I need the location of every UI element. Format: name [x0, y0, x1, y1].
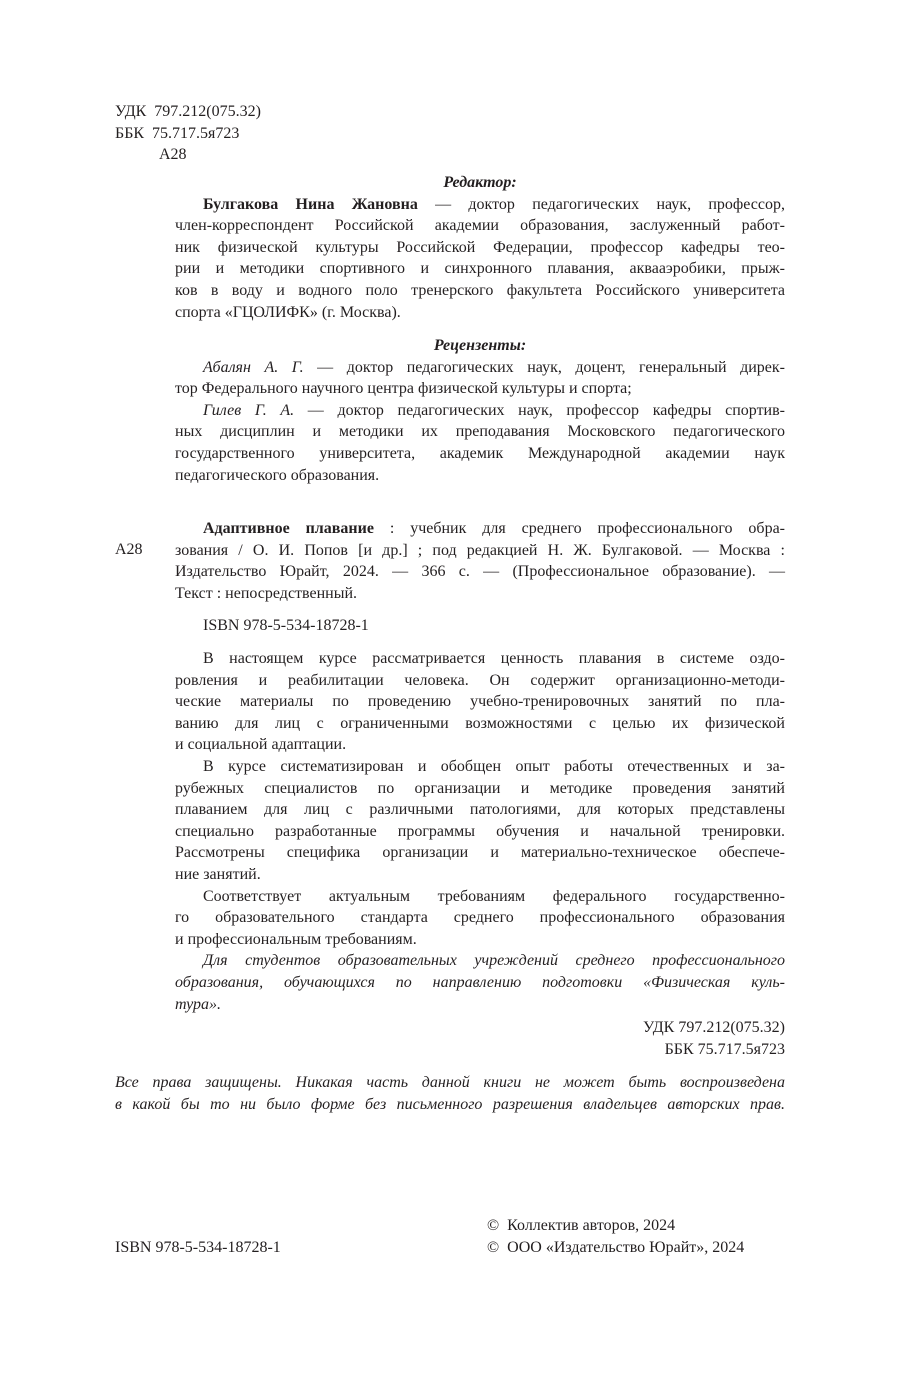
bibliography-line: : учебник для среднего профессионального обра-	[373, 520, 785, 537]
editor-line: ков в воду и водного поло тренерского факультета Российского университета	[175, 281, 785, 299]
reviewer-name: Гилев Г. А.	[203, 401, 295, 419]
footer-udk: УДК 797.212(075.32)	[643, 1019, 785, 1036]
bibliography-line: зования / О. И. Попов [и др.] ; под редакцией Н. Ж. Булгаковой. — Москва :	[175, 541, 785, 559]
abstract-line: ческие материалы по проведению учебно-тренировочных занятий по пла-	[175, 693, 785, 711]
reviewer-line: государственного университета, академик Международной академии наук	[175, 444, 785, 462]
reviewers-heading: Рецензенты:	[433, 337, 527, 354]
abstract-line: Соответствует актуальным требованиям федерального государственно-	[203, 887, 785, 905]
abstract-line: плаванием для лиц с различными патологиями, для которых представлены	[175, 801, 785, 819]
abstract-line: и социальной адаптации.	[175, 736, 347, 754]
bibliography-line: Издательство Юрайт, 2024. — 366 с. — (Профессиональное образование). —	[175, 563, 785, 581]
book-title: Адаптивное плавание	[203, 520, 374, 537]
footer-codes	[643, 1017, 785, 1060]
reviewer-line: педагогического образования.	[175, 466, 380, 484]
editor-name: Булгакова Нина Жановна	[203, 195, 418, 213]
abstract-line: рубежных специалистов по организации и методике проведения занятий	[175, 779, 785, 797]
footer-bbk: ББК 75.717.5я723	[664, 1040, 785, 1058]
udk-value: 797.212(075.32)	[154, 103, 261, 120]
abstract-line: ванию для лиц с ограниченными возможностями с целью их физической	[175, 714, 785, 732]
abstract-line: В настоящем курсе рассматривается ценность плавания в системе оздо-	[203, 650, 785, 667]
copyright-publisher: © ООО «Издательство Юрайт», 2024	[487, 1238, 745, 1256]
editor-line: — доктор педагогических наук, профессор,	[417, 195, 785, 213]
reviewers-section	[175, 335, 785, 486]
classification-codes	[115, 101, 261, 166]
rights-notice	[115, 1072, 785, 1115]
editor-line: член-корреспондент Российской академии образования, заслуженный работ-	[175, 217, 785, 235]
reviewer-line: — доктор педагогических наук, доцент, генеральный дирек-	[303, 358, 785, 376]
bottom-isbn: ISBN 978-5-534-18728-1	[115, 1239, 281, 1256]
editor-line: рии и методики спортивного и синхронного плавания, аквааэробики, прыж-	[175, 260, 785, 278]
abstract-line: В курсе систематизирован и обобщен опыт работы отечественных и за-	[203, 757, 785, 775]
copyright-block	[487, 1215, 744, 1258]
isbn: ISBN 978-5-534-18728-1	[203, 617, 369, 635]
editor-heading: Редактор:	[443, 174, 517, 191]
bibliography-line: Текст : непосредственный.	[175, 584, 358, 602]
abstract-line: и профессиональным требованиям.	[175, 930, 417, 948]
abstract-line: ние занятий.	[175, 865, 261, 883]
bibliographic-record	[175, 518, 785, 637]
reviewer-name: Абалян А. Г.	[203, 358, 304, 376]
abstract-line: специально разработанные программы обучения и начальной тренировки.	[175, 822, 785, 840]
rights-line: в какой бы то ни было форме без письменного разрешения владельцев авторских прав.	[115, 1095, 785, 1113]
audience-line: Для студентов образовательных учреждений среднего профессионального	[203, 952, 785, 970]
reviewer-line: тор Федерального научного центра физической культуры и спорта;	[175, 380, 632, 398]
editor-line: спорта «ГЦОЛИФК» (г. Москва).	[175, 303, 401, 321]
abstract-line: Рассмотрены специфика организации и материально-техническое обеспече-	[175, 844, 785, 862]
reviewer-line: — доктор педагогических наук, профессор кафедры спортив-	[294, 401, 786, 419]
copyright-authors: © Коллектив авторов, 2024	[487, 1217, 676, 1234]
reviewer-line: ных дисциплин и методики их преподавания Московского педагогического	[175, 423, 785, 441]
abstract-line: го образовательного стандарта среднего профессионального образования	[175, 909, 785, 927]
rights-line: Все права защищены. Никакая часть данной книги не может быть воспроизведена	[115, 1074, 785, 1091]
abstract-line: ровления и реабилитации человека. Он содержит организационно-методи-	[175, 671, 785, 689]
bbk-value: 75.717.5я723	[152, 124, 240, 142]
bibliography-author-mark: А28	[115, 541, 143, 558]
audience-line: образования, обучающихся по направлению подготовки «Физическая куль-	[175, 973, 785, 991]
author-mark: А28	[159, 146, 187, 164]
editor-line: ник физической культуры Российской Федерации, профессор кафедры тео-	[175, 238, 785, 256]
bbk-label: ББК	[115, 124, 145, 142]
editor-section	[175, 172, 785, 323]
udk-label: УДК	[115, 103, 147, 120]
abstract	[175, 648, 785, 1015]
audience-line: тура».	[175, 995, 222, 1013]
